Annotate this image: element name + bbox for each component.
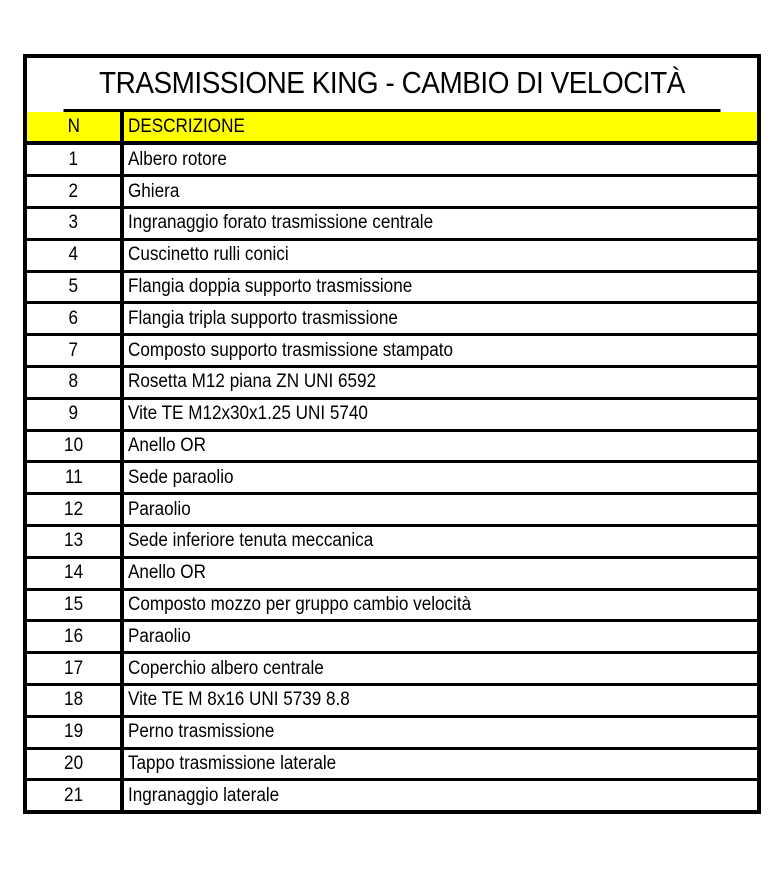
row-description: Flangia doppia supporto trasmissione [128,275,413,297]
row-description: Ingranaggio forato trasmissione centrale [128,212,434,234]
table-row [27,622,757,654]
table-row [27,750,757,782]
row-description-cell [124,463,757,492]
row-description: Paraolio [128,498,191,520]
row-description-cell [124,622,757,651]
table-row [27,686,757,718]
row-number-cell [27,241,124,270]
row-number: 6 [68,307,79,329]
row-description: Sede inferiore tenuta meccanica [128,530,374,552]
row-description-cell [124,241,757,270]
row-number: 19 [63,721,84,743]
row-description: Tappo trasmissione laterale [128,752,337,774]
row-description-cell [124,432,757,461]
row-description: Ghiera [128,180,180,202]
row-description: Cuscinetto rulli conici [128,244,289,266]
table-row [27,463,757,495]
row-number-cell [27,718,124,747]
row-number: 5 [68,275,79,297]
row-number: 7 [68,339,79,361]
table-row [27,241,757,273]
row-description-cell [124,273,757,302]
table-row [27,400,757,432]
row-number-cell [27,304,124,333]
row-description: Composto mozzo per gruppo cambio velocità [128,593,472,615]
row-description: Composto supporto trasmissione stampato [128,339,454,361]
row-number: 3 [68,212,79,234]
table-row [27,145,757,177]
row-description-cell [124,209,757,238]
header-descrizione-label: DESCRIZIONE [128,115,245,137]
row-number: 14 [63,562,84,584]
row-description-cell [124,368,757,397]
row-number: 17 [63,657,84,679]
row-description-cell [124,495,757,524]
row-description-cell [124,336,757,365]
table-row [27,781,757,810]
row-number-cell [27,750,124,779]
table-row [27,591,757,623]
row-number-cell [27,591,124,620]
row-description-cell [124,304,757,333]
row-description-cell [124,781,757,810]
row-description: Coperchio albero centrale [128,657,324,679]
table-row [27,559,757,591]
row-number: 21 [63,784,84,806]
row-description-cell [124,750,757,779]
table-row [27,654,757,686]
row-number: 13 [63,530,84,552]
row-description: Sede paraolio [128,466,234,488]
row-number: 10 [63,434,84,456]
table-row [27,718,757,750]
row-number: 1 [68,148,79,170]
row-number-cell [27,145,124,174]
row-number-cell [27,273,124,302]
row-number: 12 [63,498,84,520]
row-number: 11 [64,466,83,488]
header-n-cell [27,112,124,142]
table-row [27,527,757,559]
table-row [27,209,757,241]
row-number-cell [27,400,124,429]
table-row [27,304,757,336]
row-description-cell [124,591,757,620]
header-n-label: N [67,115,80,137]
row-number-cell [27,781,124,810]
row-description: Vite TE M12x30x1.25 UNI 5740 [128,403,368,425]
row-number-cell [27,177,124,206]
row-number: 2 [68,180,79,202]
row-description-cell [124,686,757,715]
row-number-cell [27,432,124,461]
row-number: 8 [68,371,79,393]
row-number-cell [27,654,124,683]
row-number-cell [27,336,124,365]
table-row [27,273,757,305]
row-description-cell [124,559,757,588]
row-number: 16 [63,625,84,647]
row-number-cell [27,527,124,556]
row-number: 18 [63,689,84,711]
row-number: 15 [63,593,84,615]
row-description: Paraolio [128,625,191,647]
table-row [27,432,757,464]
row-number-cell [27,495,124,524]
row-description: Perno trasmissione [128,721,275,743]
row-description: Anello OR [128,562,206,584]
table-row [27,495,757,527]
row-number-cell [27,622,124,651]
row-number-cell [27,686,124,715]
row-number-cell [27,209,124,238]
row-description-cell [124,145,757,174]
table-header-row [27,112,757,146]
row-number: 20 [63,752,84,774]
row-description: Vite TE M 8x16 UNI 5739 8.8 [128,689,350,711]
table-row [27,336,757,368]
row-number-cell [27,559,124,588]
row-description: Rosetta M12 piana ZN UNI 6592 [128,371,377,393]
table-row [27,368,757,400]
header-descrizione-cell [124,112,757,142]
table-title-text: TRASMISSIONE KING - CAMBIO DI VELOCITÀ [99,65,685,101]
row-description: Anello OR [128,434,206,456]
row-description-cell [124,527,757,556]
row-description-cell [124,177,757,206]
table-row [27,177,757,209]
row-number: 9 [68,403,79,425]
row-number-cell [27,368,124,397]
row-number-cell [27,463,124,492]
row-description-cell [124,654,757,683]
row-description: Ingranaggio laterale [128,784,280,806]
row-description: Albero rotore [128,148,227,170]
row-description: Flangia tripla supporto trasmissione [128,307,398,329]
parts-table [23,54,761,814]
row-description-cell [124,400,757,429]
row-description-cell [124,718,757,747]
row-number: 4 [68,244,79,266]
table-title [64,58,721,112]
